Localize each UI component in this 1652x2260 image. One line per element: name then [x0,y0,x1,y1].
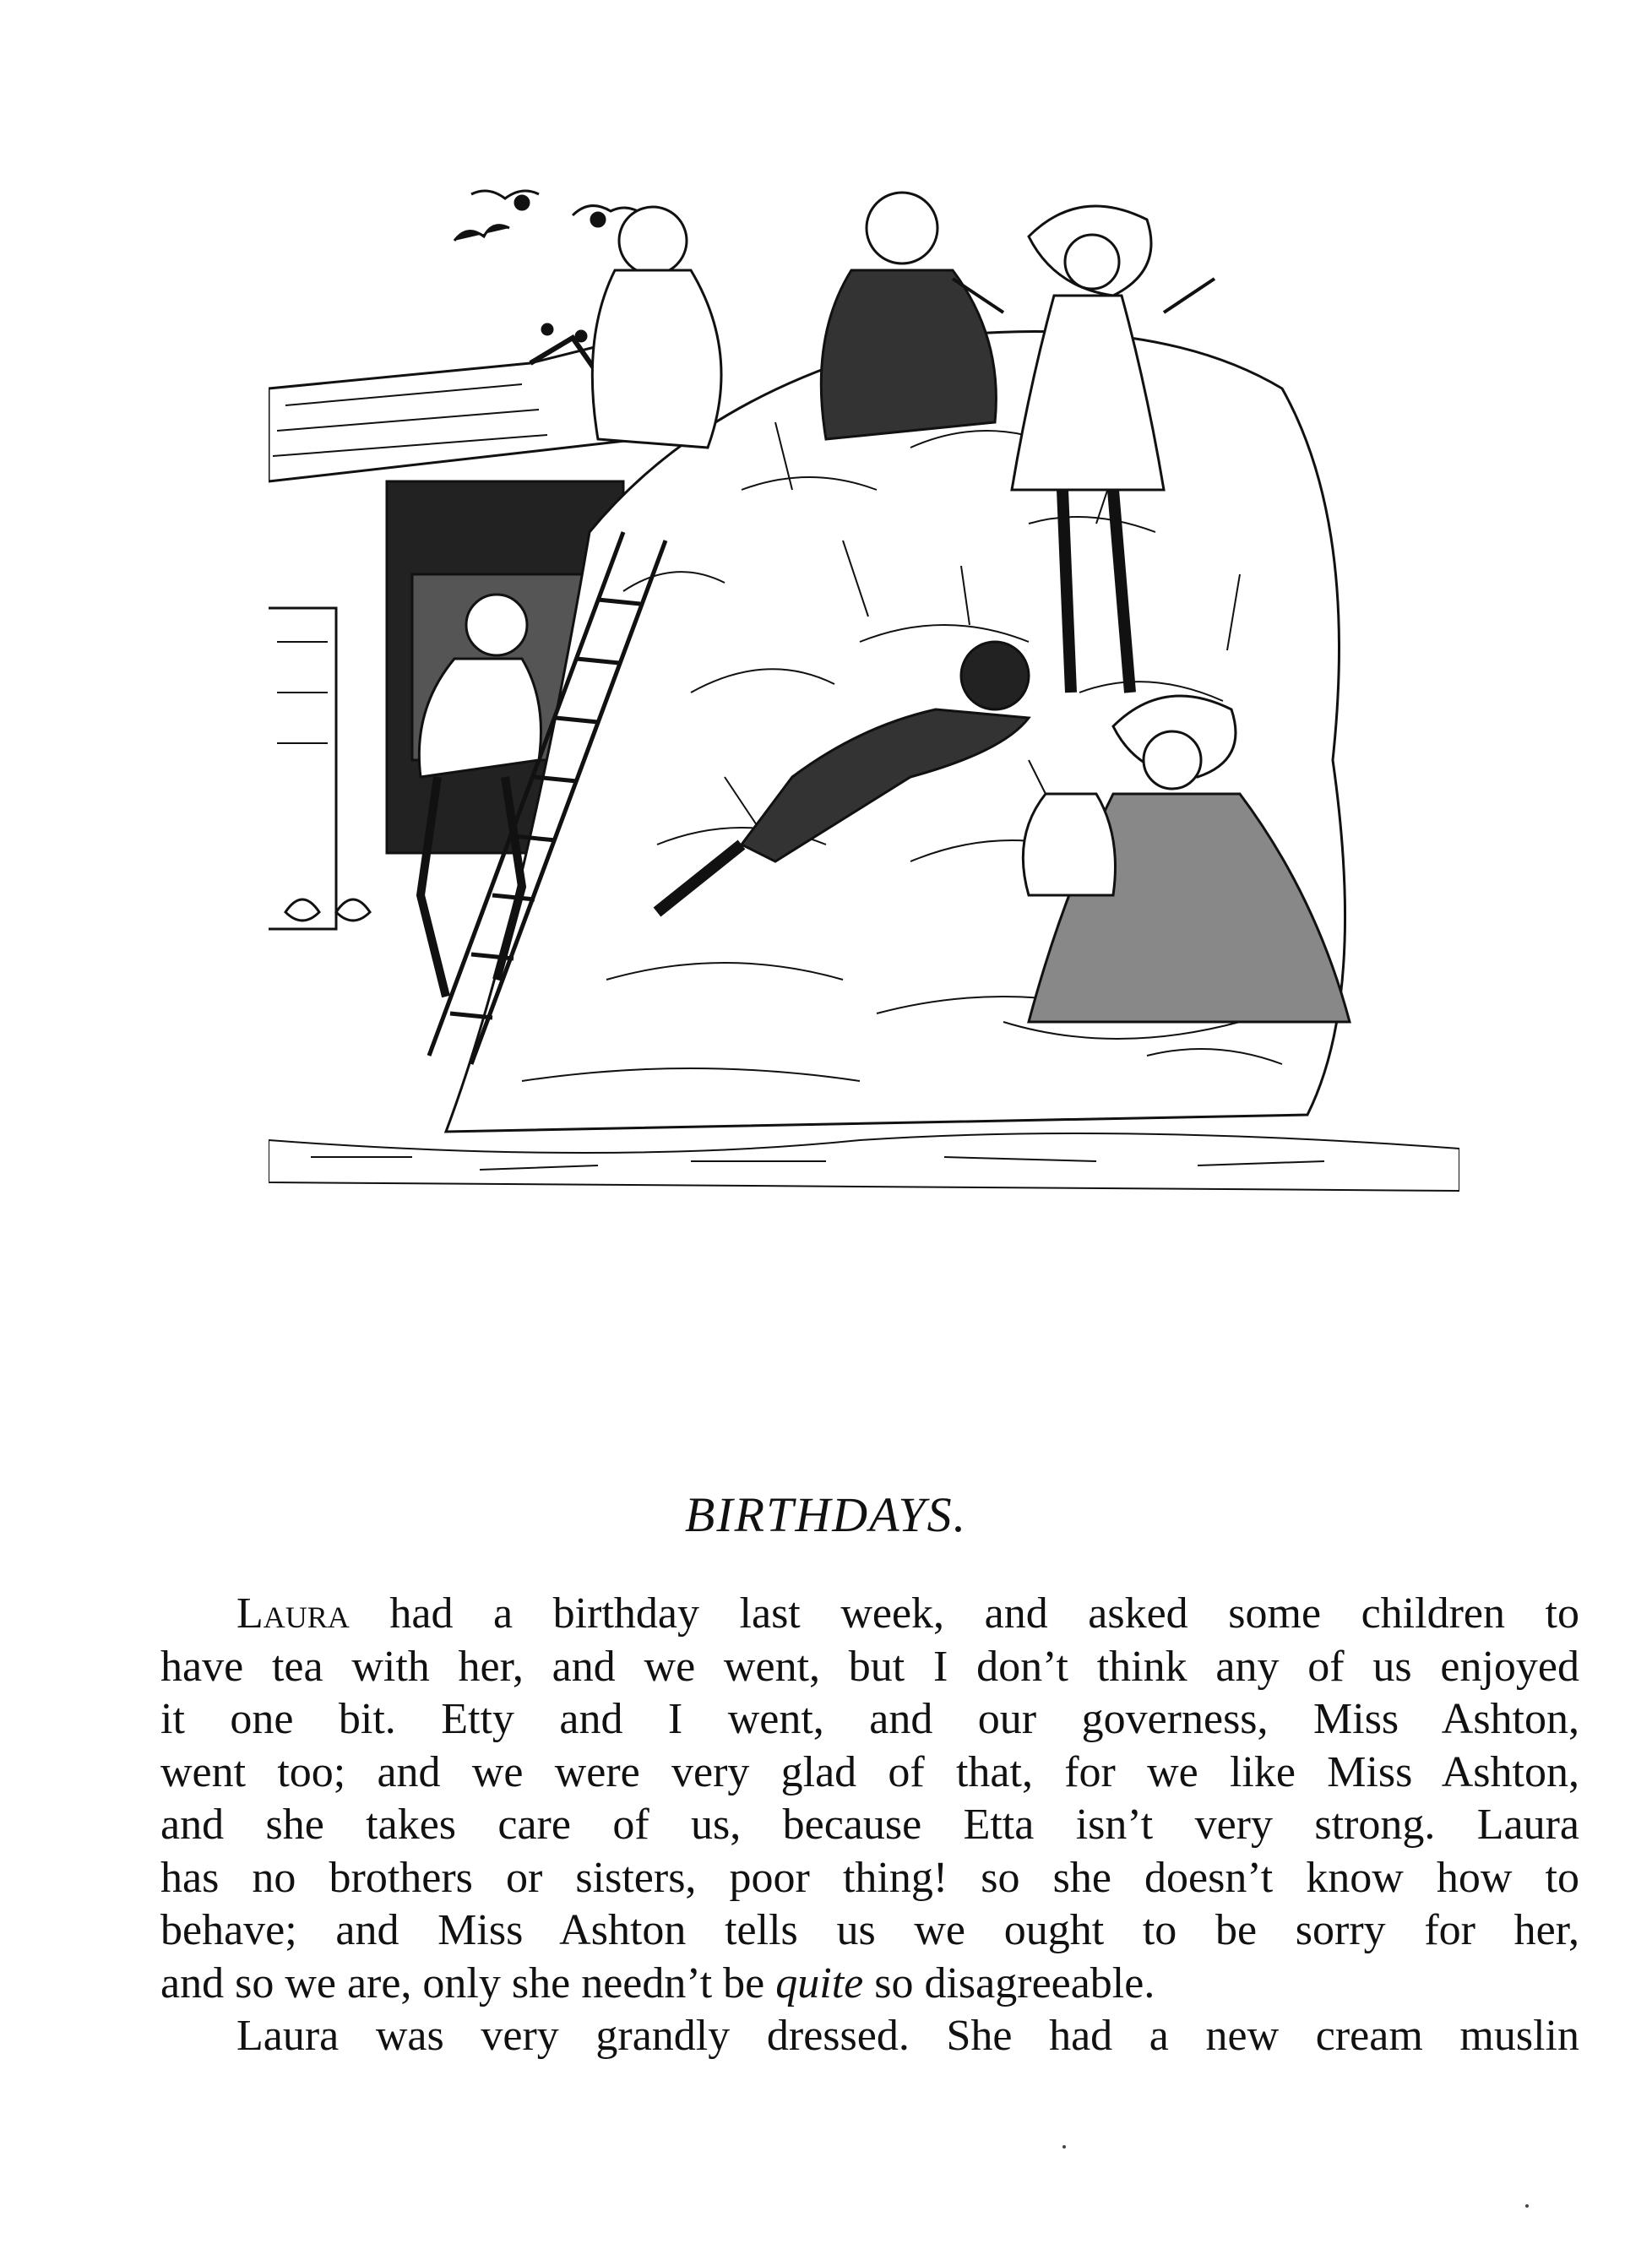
text-line: Laura had a birthday last week, and asked some children to [236,1589,1579,1638]
text-line: Laura was very grandly dressed. She had a new cream muslin [236,2012,1579,2060]
haystack-illustration [269,169,1459,1427]
story-text [160,1588,1579,2063]
emphasis: quite [775,1958,864,2007]
text-line: behave; and Miss Ashton tells us we ought to be sorry for her, [160,1906,1579,1954]
paper-speck [1062,2145,1066,2149]
child-on-top [821,193,996,439]
chapter-title: BIRTHDAYS. [684,1487,968,1542]
hens [285,899,370,921]
text-line: have tea with her, and we went, but I don’t think any of us enjoyed [160,1642,1579,1691]
text-line: went too; and we were very glad of that, for we like Miss Ashton, [160,1747,1579,1796]
text-line: and so we are, only she needn’t be quite so disagreeable. [160,1958,1155,2007]
flying-birds [454,191,644,241]
text-line: it one bit. Etty and I went, and our governess, Miss Ashton, [160,1695,1579,1743]
child-with-cap [592,207,721,448]
text-line: and she takes care of us, because Etta isn’t very strong. Laura [160,1801,1579,1849]
paper-speck [1525,2204,1529,2208]
lead-smallcaps: Laura [236,1589,350,1638]
text-line: has no brothers or sisters, poor thing! so she doesn’t know how to [160,1853,1579,1902]
